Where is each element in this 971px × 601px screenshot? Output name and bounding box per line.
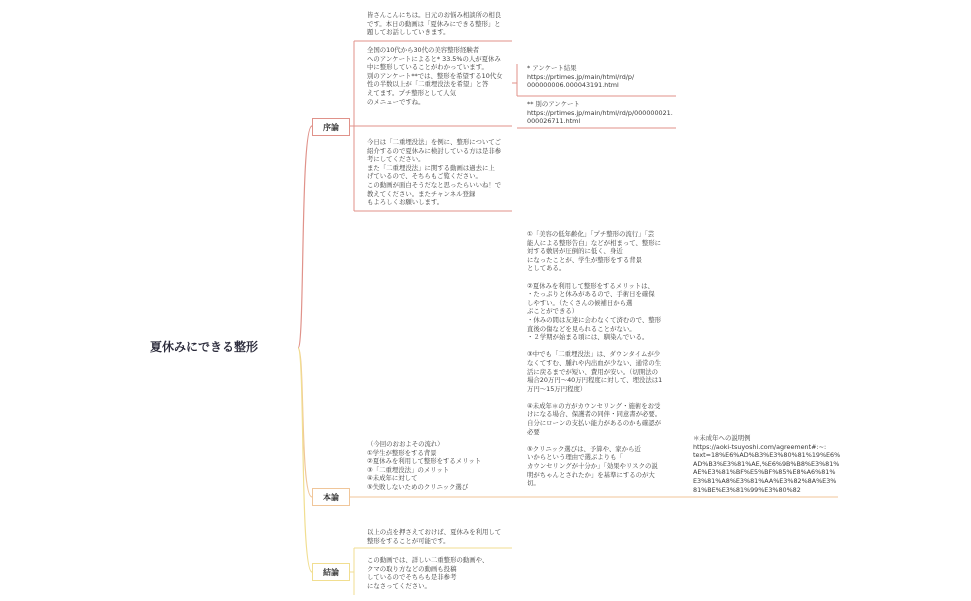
connector-root-intro	[298, 126, 312, 348]
conclusion-note-summary[interactable]: 以上の点を押さえておけば、夏休みを利用して 整形をすることが可能です。	[367, 528, 502, 545]
branch-intro[interactable]: 序論	[312, 118, 350, 136]
intro-source-other-survey-link[interactable]: ** 別のアンケート https://prtimes.jp/main/html/rd/p/000000021. 000026711.html	[527, 100, 673, 126]
conclusion-note-more-videos[interactable]: この動画では、詳しい二重整形の動画や、 クマの取り方などの動画も投稿 しているのでそちらも是非参考 になさってください。	[367, 556, 489, 590]
intro-note-plan[interactable]: 今日は「二重埋没法」を例に、整形についてご 紹介するので夏休みに検討している方は是非参 考にしてください。 また「二重埋没法」に関する動画は過去に上 げているので、そちらもご覧ください。 この動画が面白そうだなと思ったらいいね！で 教えてください。またチャンネル登録 もよろしくお願いします。	[367, 138, 502, 207]
intro-source-survey-link[interactable]: * アンケート結果 https://prtimes.jp/main/html/rd/p/ 000000006.000043191.html	[527, 64, 635, 90]
connector-root-body	[298, 348, 312, 497]
branch-conclusion[interactable]: 結論	[312, 563, 350, 581]
branch-body[interactable]: 本論	[312, 488, 350, 506]
intro-note-greeting[interactable]: 皆さんこんにちは。日元のお悩み相談所の相良 です。本日の動画は「夏休みにできる整形」と 題してお話ししていきます。	[367, 11, 502, 37]
intro-note-survey[interactable]: 全国の10代から30代の美容整形経験者 へのアンケートによると* 33.5%の人が夏休み 中に整形していることがわかっています。 別のアンケート**では、整形を希望する10代女 性の半数以上が「二重埋没法を希望」と答 えてます。プチ整形として人気 のメニューですね。	[367, 46, 503, 106]
body-details[interactable]: ①「美容の低年齢化」「プチ整形の流行」「芸 能人による整形告白」などが相まって、整形に 対する敷居が圧倒的に低く、身近 になったことが、学生が整形をする背景 としてある。 ②夏休みを利用して整形をするメリットは、 ・たっぷりと休みがあるので、手術日を確保 しやすい。（たくさんの候補日から選 ぶことができる） ・休みの間は友達に会わなくて済むので、整形 直後の傷などを見られることがない。 ・２学期が始まる頃には、馴染んでいる。 ③中でも「二重埋没法」は、ダウンタイムが少 なくてすむ、腫れや内出血が少ない、通常の生 活に戻るまでが短い、費用が安い。（切開法の 場合20万円〜40万円程度に対して、埋没法は1 万円〜15万円程度） ④未成年＊の方がカウンセリング・施術をお受 けになる場合、保護者の同伴・同意書が必要。 自分にローンの支払い能力があるのかも確認が 必要 ⑤クリニック選びは、予算や、家から近 いからという理由で選ぶよりも「 カウンセリングが十分か」「効果やリスクの説 明がちゃんとされたか」を基準にするのが大 切。	[527, 230, 663, 488]
body-outline[interactable]: （今回のおおよその流れ） ①学生が整形をする背景 ②夏休みを利用して整形をするメリット ③「二重埋没法」のメリット ④未成年に対して ⑤失敗しないためのクリニック選び	[367, 440, 482, 491]
root-topic[interactable]: 夏休みにできる整形	[150, 340, 259, 354]
body-minor-explanation-link[interactable]: ＊未成年への説明例 https://aoki-tsuyoshi.com/agreement#:~: text=18%E6%AD%B3%E3%80%81%19%E6% AD%B3%E3%81%AE,%E6%9B%B8%E3%81% AE%E3%81%BF%E5%BF%85%E8%A6%81% E3%81%A8%E3%81%AA%E3%82%8A%E3% 81%BE%E3%81%99%E3%80%82	[693, 434, 841, 494]
